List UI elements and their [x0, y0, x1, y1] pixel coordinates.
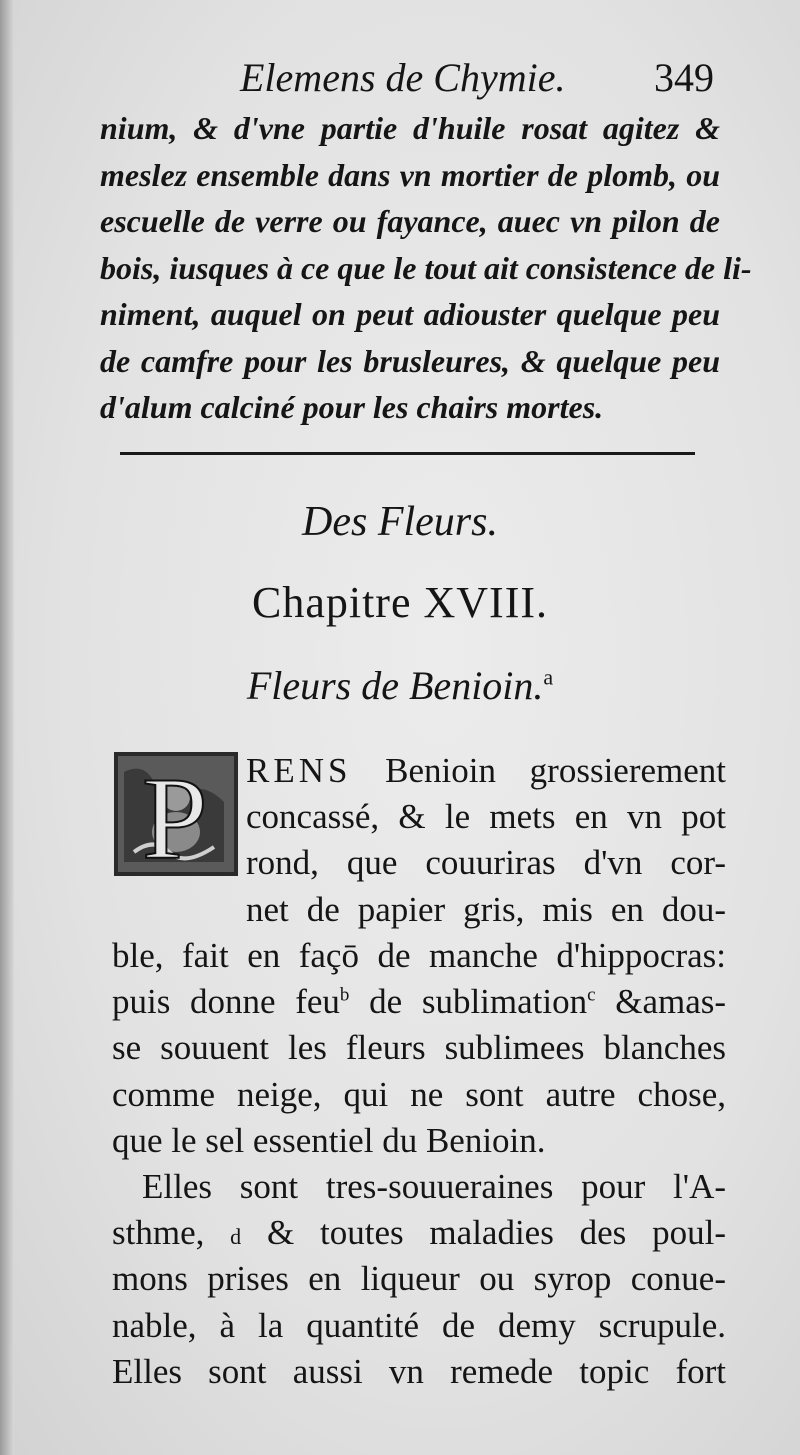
- text-line: net de papier gris, mis en dou-: [246, 889, 726, 929]
- text-line: puis donne feu$^b$ de sublimation$^c$ &amas-: [112, 982, 727, 1022]
- text-line: concassé, & le mets en vn pot: [246, 797, 726, 837]
- text-line: que le sel essentiel du Benioin.: [112, 1120, 546, 1160]
- text-line: se souuent les fleurs sublimees blanches: [112, 1028, 726, 1068]
- text-line: mons prises en liqueur ou syrop conue-: [112, 1259, 726, 1299]
- running-header: [240, 52, 720, 104]
- decorated-initial: [114, 752, 238, 876]
- text-line: Elles sont tres-souueraines pour l'A-: [142, 1166, 726, 1206]
- text-line: rond, que couuriras d'vn cor-: [246, 843, 726, 883]
- footnote-marker: a: [543, 664, 554, 690]
- page-number: 349: [654, 55, 714, 100]
- page-edge-shadow: [0, 0, 14, 1455]
- text-line: de camfre pour les brusleures, & quelque peu: [100, 342, 720, 379]
- continued-recipe-text: [100, 105, 752, 431]
- footnote-marker: d: [230, 1224, 242, 1250]
- text-line: sthme, d & toutes maladies des poul-: [112, 1213, 726, 1253]
- section-title: Des Fleurs.: [302, 499, 498, 545]
- text-line: nium, & d'vne partie d'huile rosat agitez &: [100, 110, 720, 146]
- recipe-title: [0, 655, 800, 717]
- decorated-initial-svg: [114, 752, 238, 876]
- text-line: RENS Benioin grossierement: [246, 751, 726, 790]
- dropcap-letter: P: [142, 753, 208, 876]
- footnote-marker: c: [587, 984, 596, 1006]
- text-line: comme neige, qui ne sont autre chose,: [112, 1074, 726, 1114]
- recipe-title-text: Fleurs de Benioin.: [246, 663, 544, 708]
- chapter-title: Chapitre XVIII.: [251, 578, 548, 627]
- text-line: nable, à la quantité de demy scrupule.: [112, 1305, 726, 1345]
- text-line: niment, auquel on peut adiouster quelque peu: [100, 296, 720, 332]
- text-line: meslez ensemble dans vn mortier de plomb, ou: [100, 156, 720, 193]
- text-line: escuelle de verre ou fayance, auec vn pilon de: [100, 203, 720, 239]
- text-line: Elles sont aussi vn remede topic fort: [112, 1351, 726, 1391]
- text-line: d'alum calciné pour les chairs mortes.: [100, 389, 604, 425]
- opening-word: RENS: [246, 751, 352, 790]
- opening-lines: [246, 748, 726, 933]
- text-line: ble, fait en façō de manche d'hippocras:: [112, 936, 726, 975]
- running-title: Elemens de Chymie.: [240, 55, 566, 100]
- text-line: bois, iusques à ce que le tout ait consistence de li-: [100, 249, 752, 286]
- body-text: [112, 933, 726, 1395]
- section-rule: [120, 452, 695, 455]
- footnote-marker: b: [339, 984, 350, 1006]
